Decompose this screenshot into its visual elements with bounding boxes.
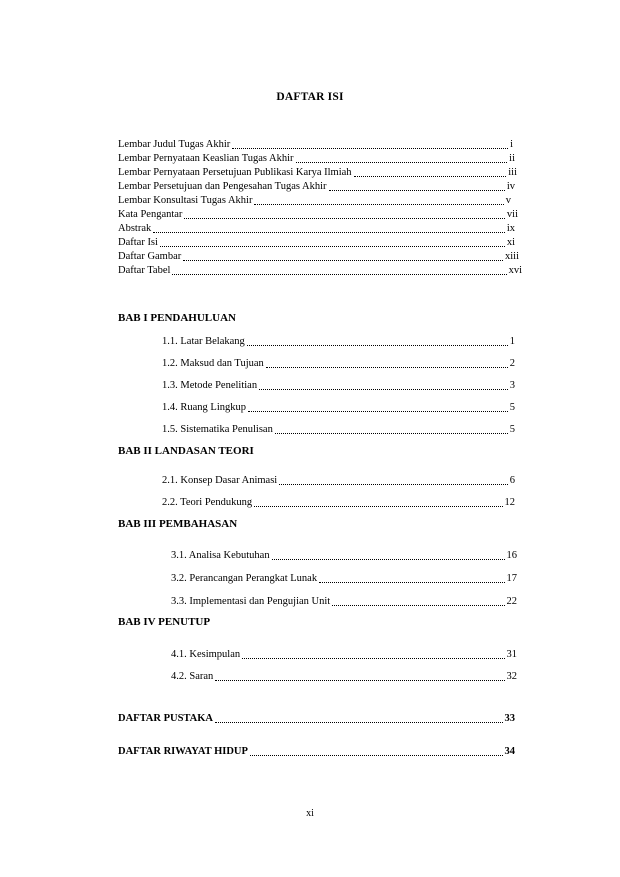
toc-entry-1-3[interactable]: [162, 379, 515, 393]
chapter-heading-bab-2: BAB II LANDASAN TEORI: [118, 445, 254, 457]
chapter-heading-bab-3: BAB III PEMBAHASAN: [118, 518, 238, 530]
dot-leader: [232, 139, 508, 149]
toc-entry-daftar-pustaka[interactable]: [118, 712, 515, 726]
toc-entry-daftar-tabel[interactable]: [118, 264, 522, 278]
dot-leader: [296, 153, 508, 163]
toc-entry-label: Lembar Persetujuan dan Pengesahan Tugas Akhir: [118, 181, 327, 192]
toc-entry-label: 1.2. Maksud dan Tujuan: [162, 358, 264, 369]
dot-leader: [242, 649, 504, 659]
toc-entry-page: v: [505, 195, 511, 206]
dot-leader: [250, 746, 503, 756]
toc-entry-konsultasi[interactable]: [118, 194, 511, 208]
toc-entry-page: 22: [506, 596, 517, 607]
toc-entry-page: 5: [509, 424, 515, 435]
toc-entry-page: iv: [506, 181, 515, 192]
toc-entry-label: Lembar Pernyataan Keaslian Tugas Akhir: [118, 153, 294, 164]
toc-entry-label: Kata Pengantar: [118, 209, 183, 220]
toc-entry-page: xi: [506, 237, 515, 248]
toc-entry-page: 31: [506, 649, 517, 660]
toc-entry-1-1[interactable]: [162, 335, 515, 349]
toc-entry-page: xvi: [508, 265, 522, 276]
dot-leader: [247, 336, 508, 346]
toc-entry-page: 32: [506, 671, 517, 682]
toc-entry-3-3[interactable]: [171, 595, 517, 609]
toc-entry-page: 33: [504, 713, 515, 724]
page-number: xi: [306, 808, 314, 819]
toc-entry-page: i: [510, 139, 513, 150]
toc-entry-page: 1: [509, 336, 515, 347]
page-title: DAFTAR ISI: [276, 91, 344, 103]
dot-leader: [354, 167, 507, 177]
dot-leader: [153, 223, 505, 233]
dot-leader: [272, 550, 505, 560]
dot-leader: [215, 671, 504, 681]
toc-entry-label: 1.3. Metode Penelitian: [162, 380, 258, 391]
toc-entry-page: 3: [509, 380, 515, 391]
toc-entry-riwayat-hidup[interactable]: [118, 745, 515, 759]
toc-entry-label: 2.1. Konsep Dasar Animasi: [162, 475, 278, 486]
dot-leader: [329, 181, 505, 191]
dot-leader: [275, 424, 508, 434]
toc-entry-label: DAFTAR RIWAYAT HIDUP: [118, 746, 248, 757]
toc-entry-label: Daftar Gambar: [118, 251, 182, 262]
toc-entry-publikasi[interactable]: [118, 166, 517, 180]
toc-entry-2-2[interactable]: [162, 496, 515, 510]
dot-leader: [184, 209, 504, 219]
dot-leader: [259, 380, 508, 390]
toc-entry-label: 3.2. Perancangan Perangkat Lunak: [171, 573, 318, 584]
toc-entry-abstrak[interactable]: [118, 222, 515, 236]
toc-entry-page: vii: [506, 209, 518, 220]
dot-leader: [172, 265, 506, 275]
toc-entry-page: 6: [509, 475, 515, 486]
toc-entry-2-1[interactable]: [162, 474, 515, 488]
chapter-heading-bab-4: BAB IV PENUTUP: [118, 616, 211, 628]
toc-entry-label: 4.2. Saran: [171, 671, 214, 682]
toc-entry-label: Daftar Tabel: [118, 265, 171, 276]
toc-entry-kata-pengantar[interactable]: [118, 208, 518, 222]
dot-leader: [319, 573, 504, 583]
toc-entry-page: iii: [508, 167, 517, 178]
toc-entry-label: Daftar Isi: [118, 237, 158, 248]
toc-entry-page: 2: [509, 358, 515, 369]
toc-entry-page: 16: [506, 550, 517, 561]
toc-entry-lembar-judul[interactable]: [118, 138, 513, 152]
toc-entry-label: 4.1. Kesimpulan: [171, 649, 241, 660]
toc-entry-page: 12: [504, 497, 515, 508]
toc-entry-pengesahan[interactable]: [118, 180, 515, 194]
toc-entry-label: 2.2. Teori Pendukung: [162, 497, 253, 508]
toc-entry-1-4[interactable]: [162, 401, 515, 415]
dot-leader: [248, 402, 508, 412]
toc-entry-3-1[interactable]: [171, 549, 517, 563]
toc-entry-page: 17: [506, 573, 517, 584]
toc-entry-label: 3.1. Analisa Kebutuhan: [171, 550, 270, 561]
toc-entry-page: xiii: [504, 251, 519, 262]
toc-entry-label: 1.4. Ruang Lingkup: [162, 402, 246, 413]
toc-entry-daftar-isi[interactable]: [118, 236, 515, 250]
dot-leader: [266, 358, 508, 368]
toc-entry-daftar-gambar[interactable]: [118, 250, 519, 264]
toc-entry-label: Lembar Konsultasi Tugas Akhir: [118, 195, 253, 206]
toc-entry-page: 5: [509, 402, 515, 413]
toc-entry-label: Abstrak: [118, 223, 152, 234]
toc-entry-1-2[interactable]: [162, 357, 515, 371]
toc-entry-label: 1.5. Sistematika Penulisan: [162, 424, 273, 435]
dot-leader: [332, 596, 504, 606]
dot-leader: [279, 475, 508, 485]
chapter-heading-bab-1: BAB I PENDAHULUAN: [118, 312, 236, 324]
toc-entry-4-2[interactable]: [171, 670, 517, 684]
toc-entry-4-1[interactable]: [171, 648, 517, 662]
toc-entry-page: ii: [509, 153, 515, 164]
toc-entry-label: Lembar Judul Tugas Akhir: [118, 139, 231, 150]
toc-entry-3-2[interactable]: [171, 572, 517, 586]
toc-entry-label: Lembar Pernyataan Persetujuan Publikasi Karya Ilmiah: [118, 167, 352, 178]
toc-entry-keaslian[interactable]: [118, 152, 515, 166]
toc-entry-page: 34: [504, 746, 515, 757]
toc-entry-1-5[interactable]: [162, 423, 515, 437]
dot-leader: [254, 497, 502, 507]
toc-entry-label: 1.1. Latar Belakang: [162, 336, 245, 347]
toc-entry-label: DAFTAR PUSTAKA: [118, 713, 213, 724]
dot-leader: [215, 713, 503, 723]
dot-leader: [183, 251, 503, 261]
toc-entry-label: 3.3. Implementasi dan Pengujian Unit: [171, 596, 331, 607]
toc-entry-page: ix: [506, 223, 515, 234]
dot-leader: [254, 195, 503, 205]
dot-leader: [160, 237, 505, 247]
